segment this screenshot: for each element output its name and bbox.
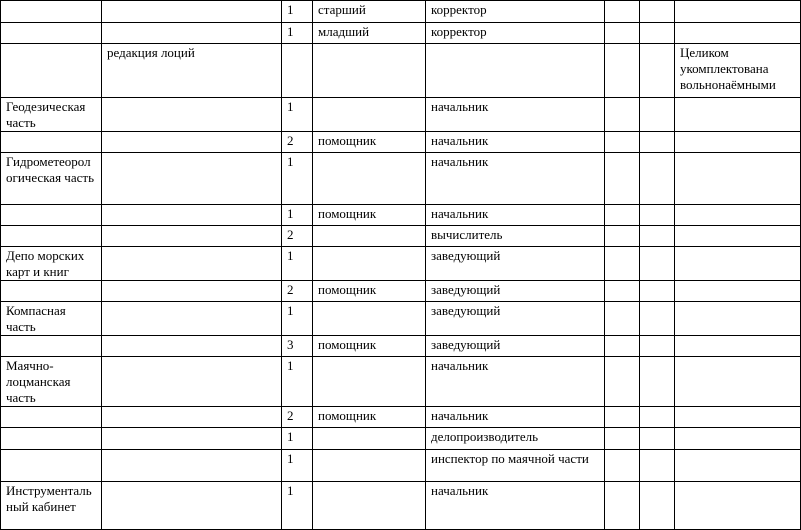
subunit-cell xyxy=(102,205,282,226)
quantity-cell: 1 xyxy=(282,482,313,530)
quantity-cell: 1 xyxy=(282,23,313,44)
position-cell: начальник xyxy=(426,205,605,226)
unit-cell xyxy=(1,450,102,482)
modifier-cell: помощник xyxy=(313,205,426,226)
subunit-cell xyxy=(102,226,282,247)
subunit-cell xyxy=(102,482,282,530)
extra-cell-1 xyxy=(605,336,640,357)
subunit-cell xyxy=(102,336,282,357)
modifier-cell xyxy=(313,357,426,407)
note-cell xyxy=(675,1,801,23)
table-row xyxy=(1,450,801,482)
extra-cell-1 xyxy=(605,407,640,428)
table-row xyxy=(1,357,801,407)
extra-cell-2 xyxy=(640,23,675,44)
extra-cell-2 xyxy=(640,44,675,98)
subunit-cell xyxy=(102,450,282,482)
subunit-cell xyxy=(102,407,282,428)
position-cell: заведующий xyxy=(426,247,605,281)
modifier-cell xyxy=(313,482,426,530)
unit-cell xyxy=(1,407,102,428)
note-cell xyxy=(675,205,801,226)
unit-cell xyxy=(1,23,102,44)
extra-cell-2 xyxy=(640,428,675,450)
extra-cell-1 xyxy=(605,357,640,407)
position-cell: начальник xyxy=(426,132,605,153)
note-cell xyxy=(675,247,801,281)
modifier-cell xyxy=(313,153,426,205)
quantity-cell: 1 xyxy=(282,357,313,407)
table-row xyxy=(1,205,801,226)
modifier-cell xyxy=(313,98,426,132)
position-cell: инспектор по маячной части xyxy=(426,450,605,482)
quantity-cell xyxy=(282,44,313,98)
modifier-cell xyxy=(313,44,426,98)
unit-cell xyxy=(1,205,102,226)
unit-cell xyxy=(1,1,102,23)
extra-cell-1 xyxy=(605,226,640,247)
modifier-cell: помощник xyxy=(313,132,426,153)
unit-cell: Гидрометеорологическая часть xyxy=(1,153,102,205)
position-cell xyxy=(426,44,605,98)
extra-cell-1 xyxy=(605,482,640,530)
table-row xyxy=(1,336,801,357)
unit-cell xyxy=(1,428,102,450)
extra-cell-2 xyxy=(640,302,675,336)
position-cell: заведующий xyxy=(426,302,605,336)
extra-cell-1 xyxy=(605,281,640,302)
quantity-cell: 2 xyxy=(282,407,313,428)
quantity-cell: 1 xyxy=(282,428,313,450)
extra-cell-2 xyxy=(640,1,675,23)
position-cell: делопроизводитель xyxy=(426,428,605,450)
note-cell xyxy=(675,407,801,428)
table-row xyxy=(1,98,801,132)
position-cell: заведующий xyxy=(426,336,605,357)
unit-cell xyxy=(1,281,102,302)
extra-cell-2 xyxy=(640,247,675,281)
note-cell xyxy=(675,23,801,44)
subunit-cell xyxy=(102,23,282,44)
extra-cell-2 xyxy=(640,226,675,247)
table-row xyxy=(1,302,801,336)
quantity-cell: 1 xyxy=(282,205,313,226)
position-cell: начальник xyxy=(426,482,605,530)
unit-cell xyxy=(1,44,102,98)
position-cell: корректор xyxy=(426,1,605,23)
subunit-cell xyxy=(102,428,282,450)
unit-cell: Депо морских карт и книг xyxy=(1,247,102,281)
subunit-cell xyxy=(102,132,282,153)
extra-cell-2 xyxy=(640,357,675,407)
quantity-cell: 1 xyxy=(282,302,313,336)
position-cell: начальник xyxy=(426,98,605,132)
extra-cell-1 xyxy=(605,247,640,281)
subunit-cell xyxy=(102,247,282,281)
quantity-cell: 1 xyxy=(282,450,313,482)
modifier-cell: помощник xyxy=(313,281,426,302)
note-cell xyxy=(675,98,801,132)
modifier-cell xyxy=(313,247,426,281)
table-row xyxy=(1,132,801,153)
modifier-cell xyxy=(313,302,426,336)
extra-cell-1 xyxy=(605,205,640,226)
subunit-cell xyxy=(102,302,282,336)
subunit-cell xyxy=(102,98,282,132)
modifier-cell: младший xyxy=(313,23,426,44)
unit-cell xyxy=(1,132,102,153)
unit-cell xyxy=(1,336,102,357)
modifier-cell xyxy=(313,450,426,482)
extra-cell-1 xyxy=(605,23,640,44)
modifier-cell: помощник xyxy=(313,407,426,428)
extra-cell-1 xyxy=(605,302,640,336)
extra-cell-1 xyxy=(605,98,640,132)
extra-cell-1 xyxy=(605,44,640,98)
extra-cell-1 xyxy=(605,428,640,450)
position-cell: начальник xyxy=(426,153,605,205)
subunit-cell: редакция лоций xyxy=(102,44,282,98)
extra-cell-2 xyxy=(640,407,675,428)
unit-cell: Маячно-лоцманская часть xyxy=(1,357,102,407)
table-row xyxy=(1,281,801,302)
quantity-cell: 1 xyxy=(282,1,313,23)
extra-cell-2 xyxy=(640,132,675,153)
quantity-cell: 1 xyxy=(282,247,313,281)
quantity-cell: 3 xyxy=(282,336,313,357)
unit-cell: Геодезическая часть xyxy=(1,98,102,132)
table-row xyxy=(1,428,801,450)
note-cell xyxy=(675,226,801,247)
subunit-cell xyxy=(102,357,282,407)
table-row xyxy=(1,226,801,247)
note-cell xyxy=(675,482,801,530)
unit-cell xyxy=(1,226,102,247)
extra-cell-1 xyxy=(605,153,640,205)
position-cell: начальник xyxy=(426,357,605,407)
note-cell xyxy=(675,336,801,357)
position-cell: корректор xyxy=(426,23,605,44)
modifier-cell: помощник xyxy=(313,336,426,357)
extra-cell-2 xyxy=(640,482,675,530)
quantity-cell: 2 xyxy=(282,281,313,302)
unit-cell: Инструментальный кабинет xyxy=(1,482,102,530)
note-cell xyxy=(675,281,801,302)
table-row xyxy=(1,482,801,530)
position-cell: заведующий xyxy=(426,281,605,302)
note-cell xyxy=(675,357,801,407)
extra-cell-2 xyxy=(640,153,675,205)
table-row xyxy=(1,247,801,281)
subunit-cell xyxy=(102,153,282,205)
note-cell xyxy=(675,153,801,205)
extra-cell-2 xyxy=(640,281,675,302)
quantity-cell: 1 xyxy=(282,98,313,132)
unit-cell: Компасная часть xyxy=(1,302,102,336)
subunit-cell xyxy=(102,281,282,302)
extra-cell-2 xyxy=(640,98,675,132)
quantity-cell: 1 xyxy=(282,153,313,205)
subunit-cell xyxy=(102,1,282,23)
table-body xyxy=(1,1,801,530)
extra-cell-1 xyxy=(605,450,640,482)
extra-cell-1 xyxy=(605,132,640,153)
quantity-cell: 2 xyxy=(282,132,313,153)
note-cell xyxy=(675,428,801,450)
position-cell: вычислитель xyxy=(426,226,605,247)
table-row xyxy=(1,44,801,98)
note-cell xyxy=(675,450,801,482)
extra-cell-2 xyxy=(640,450,675,482)
modifier-cell xyxy=(313,428,426,450)
note-cell xyxy=(675,302,801,336)
table-row xyxy=(1,1,801,23)
quantity-cell: 2 xyxy=(282,226,313,247)
table-row xyxy=(1,407,801,428)
table-row xyxy=(1,153,801,205)
table-row xyxy=(1,23,801,44)
note-cell: Целиком укомплектована вольнонаёмными xyxy=(675,44,801,98)
extra-cell-1 xyxy=(605,1,640,23)
extra-cell-2 xyxy=(640,205,675,226)
note-cell xyxy=(675,132,801,153)
modifier-cell xyxy=(313,226,426,247)
modifier-cell: старший xyxy=(313,1,426,23)
extra-cell-2 xyxy=(640,336,675,357)
position-cell: начальник xyxy=(426,407,605,428)
